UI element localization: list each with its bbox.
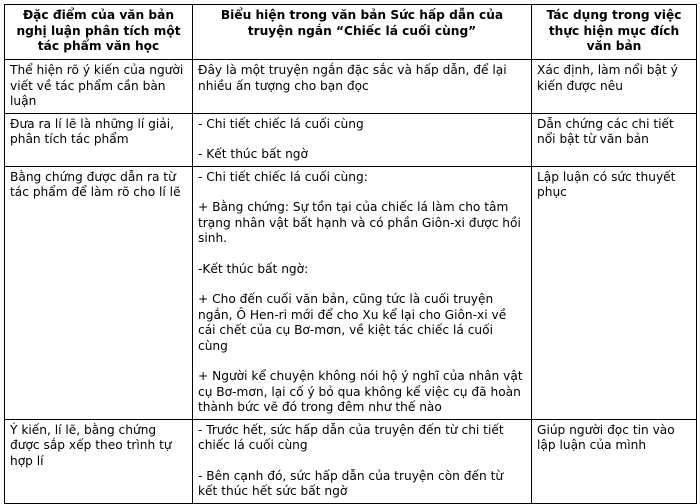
table-row bbox=[5, 60, 697, 114]
expression-cell bbox=[193, 113, 532, 166]
header-feature: Đặc điểm của văn bản nghị luận phân tích một tác phẩm văn học bbox=[5, 5, 193, 60]
expression-paragraph: + Bằng chứng: Sự tồn tại của chiếc lá làm cho tâm trạng nhân vật bất hạnh và có phần Giôn-xi được hồi sinh. bbox=[198, 200, 521, 245]
header-effect: Tác dụng trong việc thực hiện mục đích văn bản bbox=[532, 5, 697, 60]
table-row bbox=[5, 113, 697, 166]
feature-cell: Bằng chứng được dẫn ra từ tác phẩm để làm rõ cho lí lẽ bbox=[5, 166, 193, 419]
table-header-row bbox=[5, 5, 697, 60]
feature-cell: Thể hiện rõ ý kiến của người viết về tác phẩm cần bàn luận bbox=[5, 60, 193, 114]
expression-paragraph: - Kết thúc bất ngờ bbox=[198, 147, 308, 161]
expression-cell bbox=[193, 60, 532, 114]
expression-paragraph: Đây là một truyện ngắn đặc sắc và hấp dẫn, để lại nhiều ấn tượng cho bạn đọc bbox=[198, 63, 507, 93]
analysis-table bbox=[4, 4, 697, 504]
expression-paragraph: - Trước hết, sức hấp dẫn của truyện đến từ chi tiết chiếc lá cuối cùng bbox=[198, 422, 504, 452]
expression-paragraph: - Bên cạnh đó, sức hấp dẫn của truyện còn đến từ kết thúc hết sức bất ngờ bbox=[198, 468, 504, 498]
feature-cell: Ý kiến, lí lẽ, bằng chứng được sắp xếp theo trình tự hợp lí bbox=[5, 419, 193, 503]
expression-paragraph: - Chi tiết chiếc lá cuối cùng: bbox=[198, 169, 368, 184]
table-row bbox=[5, 166, 697, 419]
expression-paragraph: + Cho đến cuối văn bản, cũng tức là cuối truyện ngắn, Ô Hen-ri mới để cho Xu kể lại cho Giôn-xi về cái chết của cụ Bơ-mơn, về kiệt tác chiếc lá cuối cùng bbox=[198, 292, 507, 353]
expression-paragraph: + Người kể chuyện không nói hộ ý nghĩ của nhân vật cụ Bơ-mơn, lại cố ý bỏ qua không kể việc cụ đã hoàn thành bức vẽ đó trong đêm như thế nào bbox=[198, 369, 523, 414]
expression-paragraph: -Kết thúc bất ngờ: bbox=[198, 261, 309, 276]
feature-cell: Đưa ra lí lẽ là những lí giải, phân tích tác phẩm bbox=[5, 113, 193, 166]
header-expression: Biểu hiện trong văn bản Sức hấp dẫn của truyện ngắn “Chiếc lá cuối cùng” bbox=[193, 5, 532, 60]
expression-paragraph: - Chi tiết chiếc lá cuối cùng bbox=[198, 116, 364, 131]
effect-cell: Xác định, làm nổi bật ý kiến được nêu bbox=[532, 60, 697, 114]
expression-cell bbox=[193, 166, 532, 419]
effect-cell: Lập luận có sức thuyết phục bbox=[532, 166, 697, 419]
table-row bbox=[5, 419, 697, 503]
effect-cell: Giúp người đọc tin vào lập luận của mình bbox=[532, 419, 697, 503]
effect-cell: Dẫn chứng các chi tiết nổi bật từ văn bản bbox=[532, 113, 697, 166]
expression-cell bbox=[193, 419, 532, 503]
